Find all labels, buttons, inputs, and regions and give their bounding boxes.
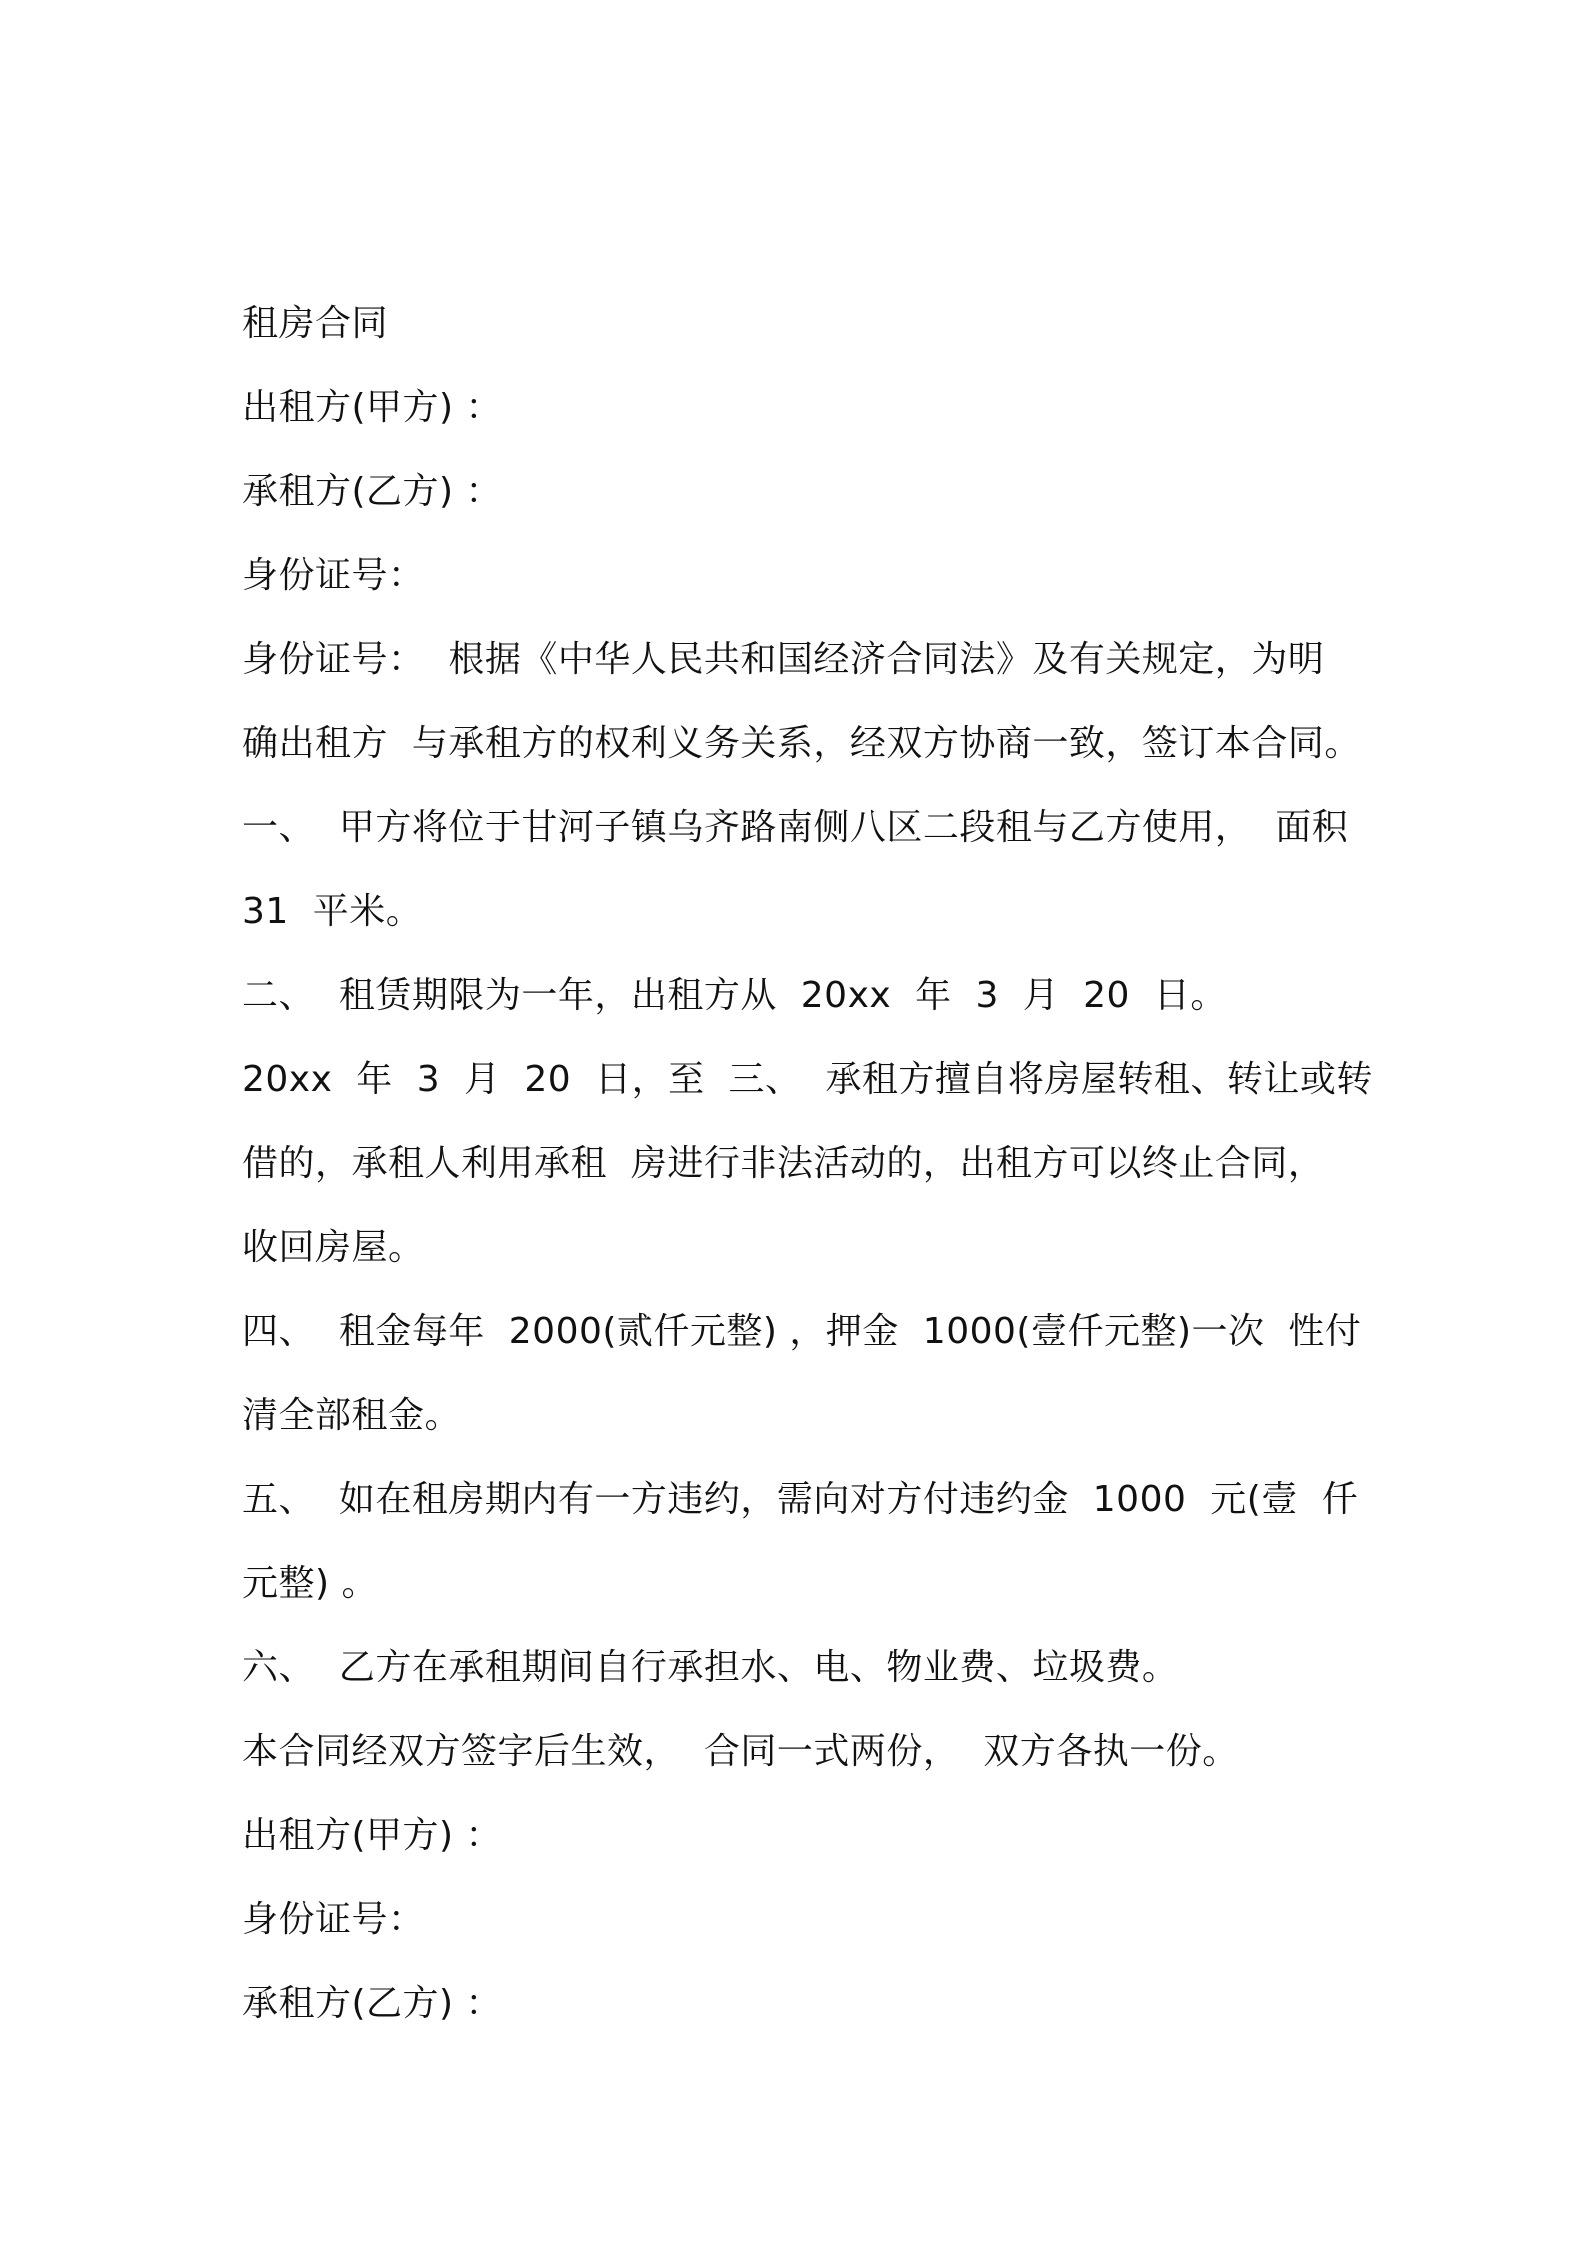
lessee-signature-label: 承租方(乙方) ： <box>242 1983 503 2024</box>
clause-2-line-1: 二、 租赁期限为一年，出租方从 20xx 年 3 月 20 日。 <box>242 975 1227 1016</box>
clause-6-line: 六、 乙方在承租期间自行承担水、电、物业费、垃圾费。 <box>242 1647 1179 1688</box>
clause-4-line-1: 四、 租金每年 2000(贰仟元整) ，押金 1000(壹仟元整)一次 性付 <box>242 1311 1362 1352</box>
effective-clause: 本合同经双方签字后生效， 合同一式两份， 双方各执一份。 <box>242 1731 1239 1772</box>
clause-2-3-line: 20xx 年 3 月 20 日，至 三、 承租方擅自将房屋转租、转让或转 <box>242 1059 1373 1100</box>
clause-5-line-2: 元整) 。 <box>242 1563 378 1604</box>
preamble-line-1: 身份证号： 根据《中华人民共和国经济合同法》及有关规定，为明 <box>242 639 1325 680</box>
clause-3-line-3: 收回房屋。 <box>242 1227 425 1268</box>
clause-4-line-2: 清全部租金。 <box>242 1395 462 1436</box>
contract-title: 租房合同 <box>242 303 389 344</box>
contract-body <box>242 282 1372 2046</box>
lessor-signature-label: 出租方(甲方) ： <box>242 1815 503 1856</box>
preamble-line-2: 确出租方 与承租方的权利义务关系，经双方协商一致，签订本合同。 <box>242 723 1361 764</box>
id-number-signature-label: 身份证号： <box>242 1899 425 1940</box>
clause-1-line-1: 一、 甲方将位于甘河子镇乌齐路南侧八区二段租与乙方使用， 面积 <box>242 807 1349 848</box>
clause-5-line-1: 五、 如在租房期内有一方违约，需向对方付违约金 1000 元(壹 仟 <box>242 1479 1359 1520</box>
lessee-label: 承租方(乙方) ： <box>242 471 503 512</box>
clause-3-line-2: 借的，承租人利用承租 房进行非法活动的，出租方可以终止合同， <box>242 1143 1325 1184</box>
lessor-label: 出租方(甲方) ： <box>242 387 503 428</box>
clause-1-line-2: 31 平米。 <box>242 891 423 932</box>
id-number-label: 身份证号： <box>242 555 425 596</box>
